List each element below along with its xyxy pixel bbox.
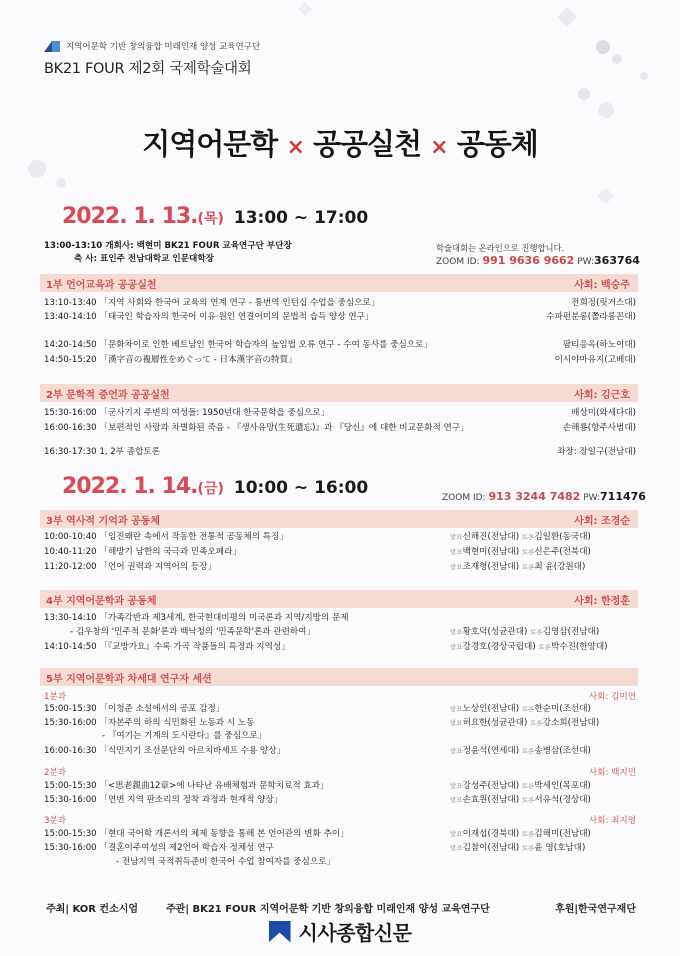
discussant: 박수진(한양대) [550, 642, 608, 652]
room-3-chair: 사회: 최지영 [588, 816, 636, 826]
main-title [0, 122, 680, 163]
speaker: 이시야마유지(고베대) [554, 355, 636, 365]
speaker: 전희정(릿거스대) [571, 298, 636, 308]
room-3-label: 3분과 [44, 816, 67, 826]
presenters [450, 780, 640, 792]
presenter: 김참이(전남대) [462, 843, 520, 853]
decor-square [598, 188, 615, 205]
presenter-tag: 발표 [450, 844, 463, 852]
discussant-tag: 토론 [530, 628, 543, 636]
presenters [450, 531, 640, 543]
session-5-header [40, 668, 638, 686]
presenter: 조재형(전남대) [462, 562, 520, 572]
talk-title: 15:00-15:30 「<思老親曲12章>에 나타난 유배체험과 문학치료적 효과」 [44, 781, 329, 791]
presenter-tag: 발표 [450, 796, 463, 804]
presenter: 강성주(전남대) [462, 781, 520, 791]
zoom-pw: 363764 [594, 254, 640, 267]
org-line [44, 40, 260, 52]
presenters [450, 703, 640, 715]
session-1-header [40, 274, 638, 292]
presenters [450, 828, 640, 840]
discussant: 박세인(목포대) [534, 781, 591, 791]
presenters [450, 626, 640, 638]
session-chair: 사회: 한정훈 [574, 595, 630, 607]
presenter: 허요한(성균관대) [462, 718, 528, 728]
day1-date: 2022. 1. 13. [62, 204, 198, 229]
day1-time: 13:00 ~ 17:00 [233, 208, 369, 228]
discussant: 윤 영(호남대) [534, 843, 586, 853]
speaker: 배상미(와세다대) [571, 408, 636, 418]
title-separator: × [430, 135, 448, 160]
discussant: 최 윤(강원대) [534, 562, 586, 572]
zoom-label: ZOOM ID: [436, 257, 480, 267]
bk21-logo-icon [44, 41, 60, 52]
talk-title: 15:00-15:30 「현대 국어학 개론서의 체제 동향을 통해 본 언어관의 변화 추이」 [44, 829, 349, 839]
presenters [450, 641, 640, 653]
presenter-tag: 발표 [450, 643, 463, 651]
presenters [450, 794, 640, 806]
decor-circle [612, 54, 622, 64]
decor-circle [596, 40, 610, 54]
talk-title: 10:40-11:20 「해방기 남한의 국극과 민족오페라」 [44, 547, 241, 557]
decor-square [298, 2, 312, 16]
presenter-tag: 발표 [450, 548, 463, 556]
talk-title: 13:10-13:40 「지역 사회와 한국어 교육의 연계 연구 - 통번역 인턴십 수업을 중심으로」 [44, 298, 380, 308]
talk-title: 10:00-10:40 「임진왜란 속에서 작동한 전통적 공동체의 특징」 [44, 532, 288, 542]
presenter-tag: 발표 [450, 830, 463, 838]
talk-title: 14:10-14:50 「『교방가요』수록 가곡 작품들의 특징과 지역성」 [44, 642, 290, 652]
zoom-id: 991 9636 9662 [482, 254, 575, 267]
title-part-3: 공동체 [456, 127, 538, 161]
conference-title: BK21 FOUR 제2회 국제학술대회 [44, 61, 252, 77]
presenter: 강경호(경상국립대) [462, 642, 536, 652]
discussant-tag: 토론 [530, 719, 543, 727]
session-chair: 사회: 김근호 [574, 389, 630, 401]
speaker: 팜티응옥(하노이대) [562, 340, 636, 350]
talk-title: 15:30-16:00 「연변 지역 판소리의 정착 과정과 현재적 양상」 [44, 795, 283, 805]
session-chair: 사회: 백승주 [574, 279, 630, 291]
newspaper-logo-icon [269, 921, 291, 943]
decor-circle [640, 72, 648, 80]
day2-date: 2022. 1. 14. [62, 474, 198, 499]
discussant: 김해미(전남대) [534, 829, 591, 839]
poster-header [44, 40, 260, 78]
talk-title: 15:30-16:00 「결혼이주여성의 제2언어 학습자 정체성 연구 [44, 843, 274, 853]
talk-title: 16:00-16:30 「보편적인 사랑과 차별화된 죽음 - 『생사유망(生死遺忘)』과 『당신』에 대한 비교문화적 연구」 [44, 423, 469, 433]
session-title: 1부 언어교육과 공공실천 [46, 279, 157, 291]
decor-square [557, 7, 577, 27]
presenters [450, 546, 640, 558]
room-2-chair: 사회: 백지민 [588, 768, 636, 778]
talk-title: 16:30-17:30 1, 2부 종합토론 [44, 447, 161, 457]
presenter-tag: 발표 [450, 628, 463, 636]
presenter-tag: 발표 [450, 747, 463, 755]
congrats-text: 축 사: 표인주 전남대학교 인문대학장 [74, 254, 214, 264]
zoom-pw: 711476 [600, 490, 646, 503]
zoom-label: ZOOM ID: [442, 493, 486, 503]
session-chair: 사회: 조경순 [574, 515, 630, 527]
presenters [450, 842, 640, 854]
talk-title: 15:30-16:00 「군사기지 주변의 여성들: 1950년대 한국문학을 중심으로」 [44, 408, 330, 418]
presenter: 노상인(전남대) [462, 704, 520, 714]
discussant: 신은주(전북대) [534, 547, 591, 557]
day1-zoom-info [436, 254, 640, 267]
room-2-label: 2분과 [44, 768, 67, 778]
discussant-tag: 토론 [521, 533, 535, 541]
speaker: 손해룡(항주사범대) [562, 423, 636, 433]
presenter-tag: 발표 [450, 782, 463, 790]
discussant-tag: 토론 [538, 643, 551, 651]
presenter: 정윤석(연세대) [462, 746, 520, 756]
room-1-label: 1분과 [44, 692, 67, 702]
talk-title: 16:00-16:30 「식민지기 조선문단의 아르치바셰프 수용 양상」 [44, 746, 286, 756]
talk-title: 14:20-14:50 「문화차이로 인한 베트남인 한국어 학습자의 높임법 오류 연구 - 수여 동사를 중심으로」 [44, 340, 432, 350]
presenter-tag: 발표 [450, 563, 463, 571]
presenter: 신해진(전남대) [462, 532, 520, 542]
decor-circle [56, 178, 66, 188]
presenters [450, 717, 640, 729]
decor-circle [578, 88, 590, 100]
day2-date-line [62, 474, 368, 499]
title-part-1: 지역어문학 [142, 127, 278, 161]
discussant-tag: 토론 [521, 830, 535, 838]
session-4-header [40, 590, 638, 608]
publisher-brand [0, 917, 680, 946]
talk-title: 15:30-16:00 「자본주의 하의 식민화된 노동과 시 노동 [44, 718, 255, 728]
discussant-tag: 토론 [521, 563, 535, 571]
session-title: 3부 역사적 기억과 공동체 [46, 515, 161, 527]
room-1-chair: 사회: 김미연 [588, 692, 636, 702]
speaker: 좌장: 장일구(전남대) [557, 447, 636, 457]
presenter: 황호덕(성균관대) [462, 627, 528, 637]
decor-circle [598, 102, 614, 118]
discussant: 김영삼(전남대) [542, 627, 600, 637]
discussant-tag: 토론 [521, 782, 535, 790]
discussant: 김일환(동국대) [534, 532, 591, 542]
discussant: 한순미(조선대) [534, 704, 591, 714]
talk-subtitle: - 전남지역 국적취득준비 한국어 수업 참여자를 중심으로」 [116, 857, 336, 867]
session-title: 4부 지역어문학과 공동체 [46, 595, 157, 607]
session-2-header [40, 384, 638, 402]
talk-title: 14:50-15:20 「漢字音の複層性をめぐって - 日本漢字音の特質」 [44, 355, 297, 365]
discussant: 강소희(전남대) [542, 718, 600, 728]
discussant-tag: 토론 [521, 844, 535, 852]
presenter: 백현미(전남대) [462, 547, 520, 557]
host: 주최| KOR 컨소시엄 [46, 904, 139, 915]
presenters [450, 745, 640, 757]
discussant-tag: 토론 [521, 705, 535, 713]
discussant-tag: 토론 [521, 548, 535, 556]
session-3-header [40, 510, 638, 528]
discussant: 서유석(경상대) [534, 795, 591, 805]
discussant-tag: 토론 [521, 747, 535, 755]
session-title: 2부 문학적 증언과 공공실천 [46, 389, 170, 401]
title-part-2: 공공실천 [312, 127, 422, 161]
talk-title: 15:00-15:30 「이청준 소설에서의 공포 감정」 [44, 704, 225, 714]
session-title: 5부 지역어문학과 차세대 연구자 세션 [46, 673, 212, 685]
day2-weekday: (금) [197, 481, 224, 497]
discussant-tag: 토론 [521, 796, 535, 804]
day2-time: 10:00 ~ 16:00 [233, 478, 369, 498]
pw-label: PW: [583, 493, 601, 503]
sponsor: 후원|한국연구재단 [555, 904, 636, 915]
online-note: 학술대회는 온라인으로 진행합니다. [436, 243, 565, 253]
brand-name: 시사종합신문 [298, 921, 412, 945]
talk-title: 13:30-14:10 「가족각반과 제3세계, 한국현대비평의 미국론과 지역/지방의 문제 [44, 613, 349, 623]
day2-zoom-info [442, 490, 646, 503]
zoom-id: 913 3244 7482 [488, 490, 581, 503]
discussant: 송병삼(조선대) [534, 746, 591, 756]
presenter: 손효원(전남대) [462, 795, 520, 805]
presenter: 이재섭(경북대) [462, 829, 520, 839]
talk-subtitle: - 『여기는 기계의 도시란다』를 중심으로」 [102, 731, 267, 741]
presenter-tag: 발표 [450, 533, 463, 541]
title-separator: × [286, 135, 304, 160]
speaker: 수파펀분롱(쫄라롱꼰대) [546, 312, 636, 322]
presenter-tag: 발표 [450, 719, 463, 727]
day1-date-line [62, 204, 368, 229]
organizer: 주관| BK21 FOUR 지역어문학 기반 창의융합 미래인재 양성 교육연구단 [166, 904, 490, 915]
talk-subtitle: - 김우창의 '민주적 문화'론과 백낙청의 '민족문학'론과 관련하여」 [70, 627, 316, 637]
presenters [450, 561, 640, 573]
talk-title: 13:40-14:10 「태국인 학습자의 한국어 이유·원인 연결어미의 문법적 습득 양상 연구」 [44, 312, 374, 322]
presenter-tag: 발표 [450, 705, 463, 713]
day1-weekday: (목) [197, 211, 224, 227]
talk-title: 11:20-12:00 「언어 권력과 지역어의 등장」 [44, 562, 217, 572]
org-name: 지역어문학 기반 창의융합 미래인재 양성 교육연구단 [66, 42, 261, 52]
pw-label: PW: [577, 257, 595, 267]
opening-text: 13:00-13:10 개회사: 백현미 BK21 FOUR 교육연구단 부단장 [44, 241, 292, 251]
